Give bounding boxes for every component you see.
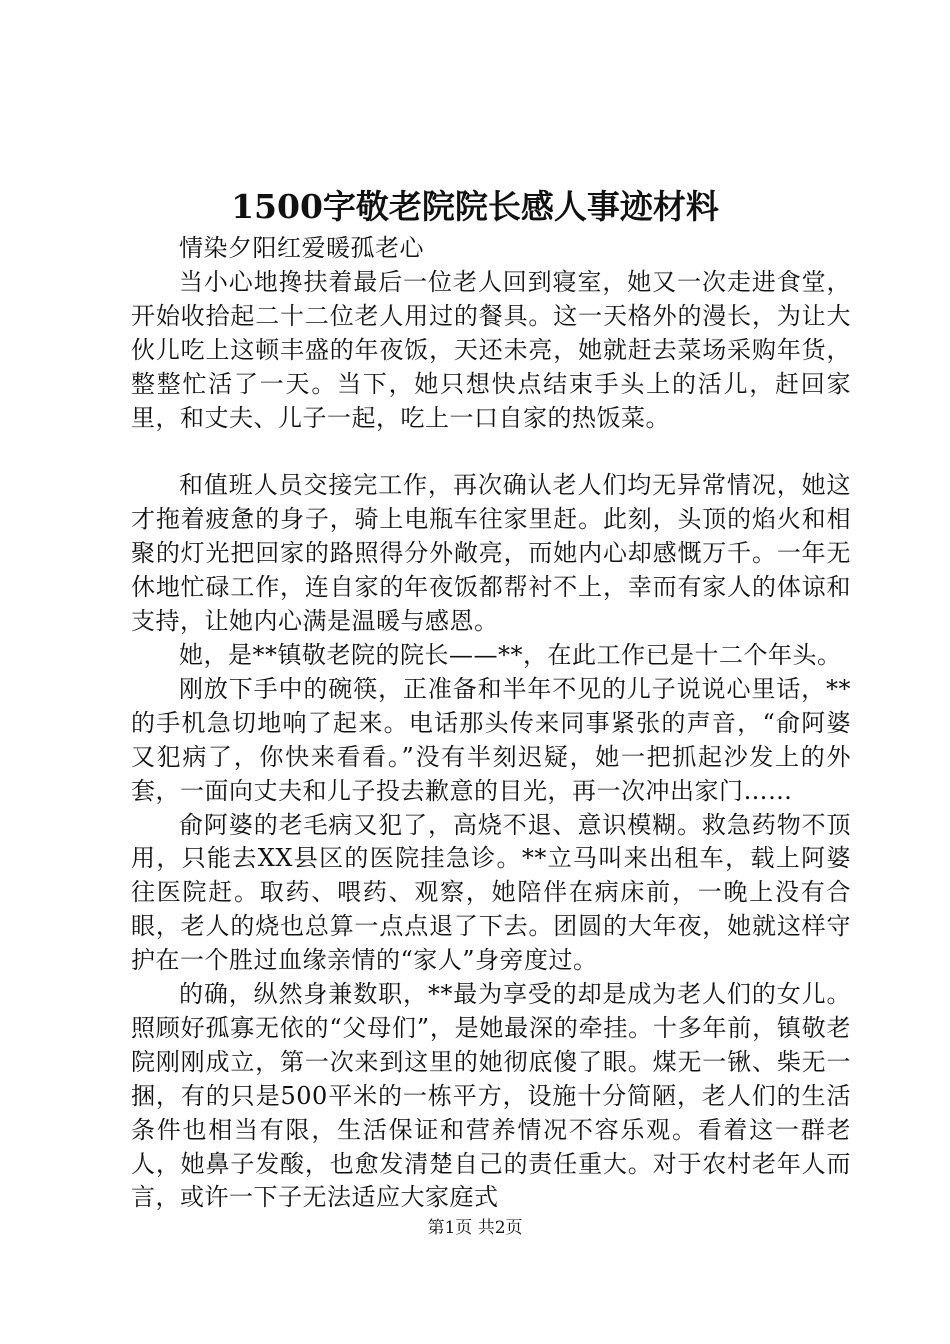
body-paragraph: 的确，纵然身兼数职，**最为享受的却是成为老人们的女儿。照顾好孤寡无依的“父母们”，是她最深的牵挂。十多年前，镇敬老院刚刚成立，第一次来到这里的她彻底傻了眼。煤无一锹、柴无一捆，有的只是500平米的一栋平方，设施十分简陋，老人们的生活条件也相当有限，生活保证和营养情况不容乐观。看着这一群老人，她鼻子发酸，也愈发清楚自己的责任重大。对于农村老年人而言，或许一下子无法适应大家庭式 (131, 980, 851, 1212)
page-number-footer: 第1页 共2页 (427, 1218, 523, 1238)
body-paragraph: 她，是**镇敬老院的院长——**，在此工作已是十二个年头。 (179, 640, 842, 669)
document-body (131, 232, 851, 1215)
body-paragraph: 和值班人员交接完工作，再次确认老人们均无异常情况，她这才拖着疲惫的身子，骑上电瓶车往家里赶。此刻，头顶的焰火和相聚的灯光把回家的路照得分外敞亮，而她内心却感慨万千。一年无休地忙碌工作，连自家的年夜饭都帮衬不上，幸而有家人的体谅和支持，让她内心满是温暖与感恩。 (131, 471, 851, 636)
body-paragraph: 当小心地搀扶着最后一位老人回到寝室，她又一次走进食堂，开始收拾起二十二位老人用过的餐具。这一天格外的漫长，为让大伙儿吃上这顿丰盛的年夜饭，天还未亮，她就赶去菜场采购年货，整整忙活了一天。当下，她只想快点结束手头上的活儿，赶回家里，和丈夫、儿子一起，吃上一口自家的热饭菜。 (131, 267, 851, 432)
body-paragraph: 俞阿婆的老毛病又犯了，高烧不退、意识模糊。救急药物不顶用，只能去XX县区的医院挂急诊。**立马叫来出租车，载上阿婆往医院赶。取药、喂药、观察，她陪伴在病床前，一晚上没有合眼，老人的烧也总算一点点退了下去。团圆的大年夜，她就这样守护在一个胜过血缘亲情的“家人”身旁度过。 (131, 810, 851, 975)
subtitle-paragraph: 情染夕阳红爱暖孤老心 (179, 234, 424, 262)
document-title: 1500字敬老院院长感人事迹材料 (231, 187, 719, 226)
body-paragraph: 刚放下手中的碗筷，正准备和半年不见的儿子说说心里话，**的手机急切地响了起来。电话那头传来同事紧张的声音，“俞阿婆又犯病了，你快来看看。”没有半刻迟疑，她一把抓起沙发上的外套，一面向丈夫和儿子投去歉意的目光，再一次冲出家门…… (131, 674, 851, 805)
